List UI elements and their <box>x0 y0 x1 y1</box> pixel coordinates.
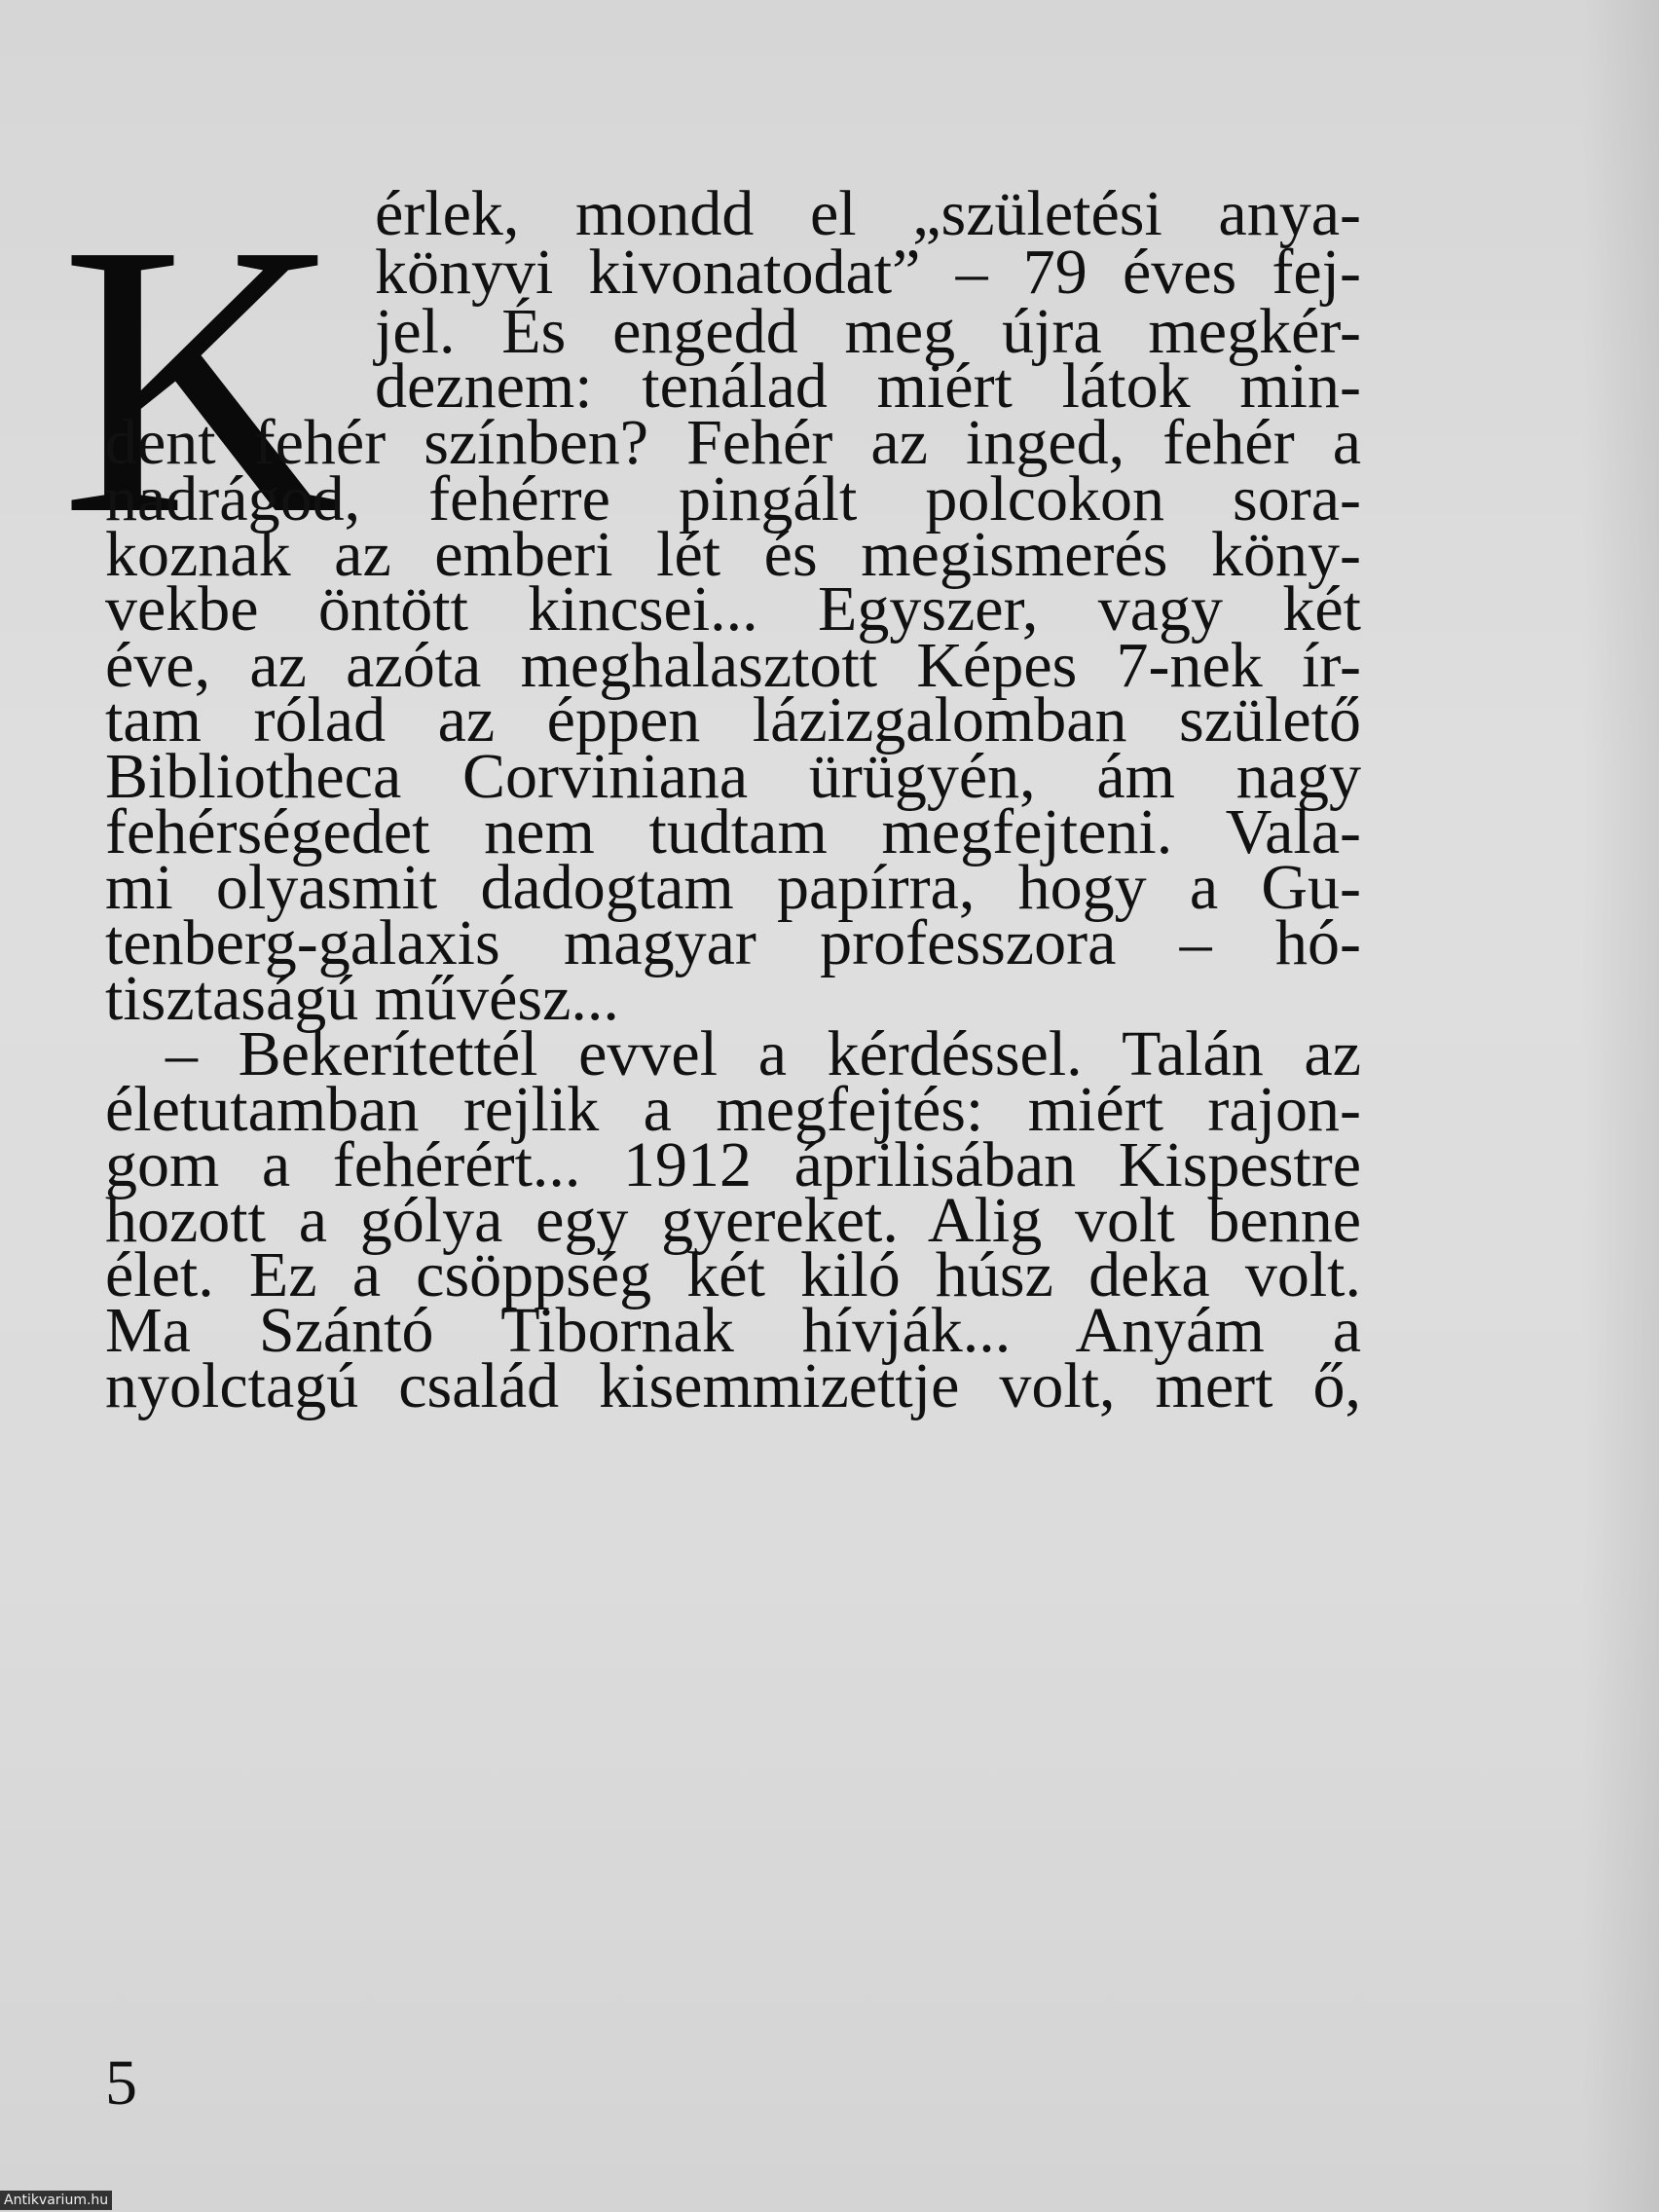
page-shadow <box>1581 0 1659 2212</box>
text-line: könyvi kivonatodat” – 79 éves fej- <box>375 237 1361 308</box>
text-line: tam rólad az éppen lázizgalomban születő <box>105 684 1361 756</box>
text-line: érlek, mondd el „születési anya- <box>375 178 1361 249</box>
text-line: életutamban rejlik a megfejtés: miért rajon- <box>105 1074 1361 1145</box>
text-line: éve, az azóta meghalasztott Képes 7-nek ír- <box>105 630 1361 701</box>
text-line: vekbe öntött kincsei... Egyszer, vagy két <box>105 573 1361 645</box>
text-line: Bibliotheca Corviniana ürügyén, ám nagy <box>105 741 1361 812</box>
text-line: nadrágod, fehérre pingált polcokon sora- <box>105 463 1361 535</box>
text-line: Ma Szántó Tibornak hívják... Anyám a <box>105 1295 1361 1366</box>
text-line: tenberg-galaxis magyar professzora – hó- <box>105 907 1361 978</box>
text-line: gom a fehérért... 1912 áprilisában Kispestre <box>105 1129 1361 1200</box>
text-line: koznak az emberi lét és megismerés köny- <box>105 519 1361 590</box>
drop-cap-letter: K <box>60 164 336 595</box>
text-line: élet. Ez a csöppség két kiló húsz deka volt. <box>105 1239 1361 1310</box>
text-line: hozott a gólya egy gyereket. Alig volt benne <box>105 1185 1361 1256</box>
text-line: dent fehér színben? Fehér az inged, fehér a <box>105 407 1361 478</box>
watermark: Antikvarium.hu <box>0 2191 112 2210</box>
text-line: jel. És engedd meg újra megkér- <box>375 296 1361 367</box>
text-line: mi olyasmit dadogtam papírra, hogy a Gu- <box>105 852 1361 923</box>
text-line: deznem: tenálad miért látok min- <box>375 350 1361 422</box>
text-line: – Bekerítettél evvel a kérdéssel. Talán az <box>166 1018 1361 1089</box>
text-line: tisztaságú művész... <box>105 963 619 1034</box>
text-line: nyolctagú család kisemmizettje volt, mert ő, <box>105 1350 1361 1421</box>
page-number: 5 <box>105 2047 137 2119</box>
text-line: fehérségedet nem tudtam megfejteni. Vala- <box>105 796 1361 867</box>
